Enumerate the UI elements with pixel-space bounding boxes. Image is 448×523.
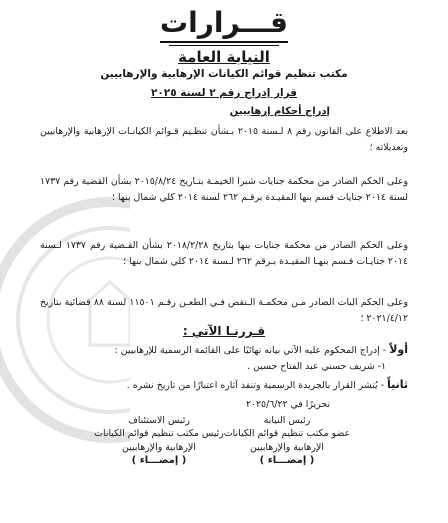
signature-role-cont: الإرهابية والإرهابيين xyxy=(122,441,196,453)
signature-title: رئيس النيابة xyxy=(263,415,311,426)
decision-subject: إدراج أحكام إرهابيين xyxy=(229,106,330,117)
preamble-paragraph-1: بعد الاطلاع على القانون رقم ٨ لـسنة ٢٠١٥ بـشأن تنظـيم قـوائم الكيانـات الإرهابية والإرهابيين وتعديلاته ؛ xyxy=(40,126,408,154)
preamble-paragraph-4: وعلى الحكم البات الصادر مـن محكمـة الـنقض فـي الطعـن رقـم ١١٥٠١ لسنة ٨٨ قضائية بتاريخ ٢٠٢١/٤/١٢ ؛ xyxy=(40,297,408,325)
article-2 xyxy=(40,377,408,394)
decided-heading-text: قـررنـا الآتي : xyxy=(182,324,266,338)
article-2-text: - يُنشر القرار بالجريدة الرسمية وتنفذ آثاره اعتبارًا من تاريخ نشره . xyxy=(126,380,387,391)
signature-block-prosecution xyxy=(212,414,362,468)
decided-heading xyxy=(0,324,448,338)
preamble-paragraph-3: وعلى الحكم الصادر من محكمة جنايات بنها بتاريخ ٢٠١٨/٢/٢٨ بشأن القـضية رقم ١٧٣٧ لـسنة ٢٠١٤ جنايـات قـسم بنهـا المقيـدة بـرقم ٢٦٢ لـسنة ٢٠١٤ كلي شمال بنها ؛ xyxy=(40,240,409,268)
signature-mark: ( إمضـــاء ) xyxy=(131,455,187,467)
signature-block-appeal xyxy=(84,414,234,468)
issuing-office: مكتب تنظيم قوائم الكيانات الإرهابية والإرهابيين xyxy=(100,68,348,80)
article-1 xyxy=(40,342,408,359)
article-2-label: ثانياً xyxy=(386,378,408,391)
signature-role: رئيس مكتب تنظيم قوائم الكيانات xyxy=(94,428,224,440)
article-1-text: - إدراج المحكوم عليه الآتي بيانه نهائيًا على القائمة الرسمية للإرهابيين : xyxy=(114,345,390,356)
signature-title: رئيس الاستئناف xyxy=(128,415,190,426)
issuing-authority: النيابة العامة xyxy=(178,48,270,66)
signature-role: عضو مكتب تنظيم قوائم الكيانات xyxy=(223,428,351,440)
issue-date: تحريرًا في ٢٠٢٥/٦/٢٢ xyxy=(245,399,330,410)
article-1-label: أولاً xyxy=(389,343,408,356)
section-title: قـــرارات xyxy=(160,6,288,39)
masthead xyxy=(0,6,448,46)
title-underline-thin xyxy=(169,45,279,46)
signature-role-cont: الإرهابية والإرهابيين xyxy=(250,441,324,453)
title-underline xyxy=(160,41,288,43)
listed-person: ١- شريف حسني عبد الفتاح حسين . xyxy=(247,361,386,372)
preamble-paragraph-2: وعلى الحكم الصادر من محكمة جنايات شبرا الخيمـة بتـاريخ ٢٠١٥/٨/٢٤ بشأن القضية رقم ١٧٣٧ لسنة ٢٠١٤ جنايات قسم بنها المقيـدة برقـم ٢٦٢ لسنة ٢٠١٤ كلي شمال بنها ؛ xyxy=(40,176,408,204)
signature-mark: ( إمضـــاء ) xyxy=(259,455,315,467)
decision-number: قرار إدراج رقم ٢ لسنة ٢٠٢٥ xyxy=(150,87,298,99)
